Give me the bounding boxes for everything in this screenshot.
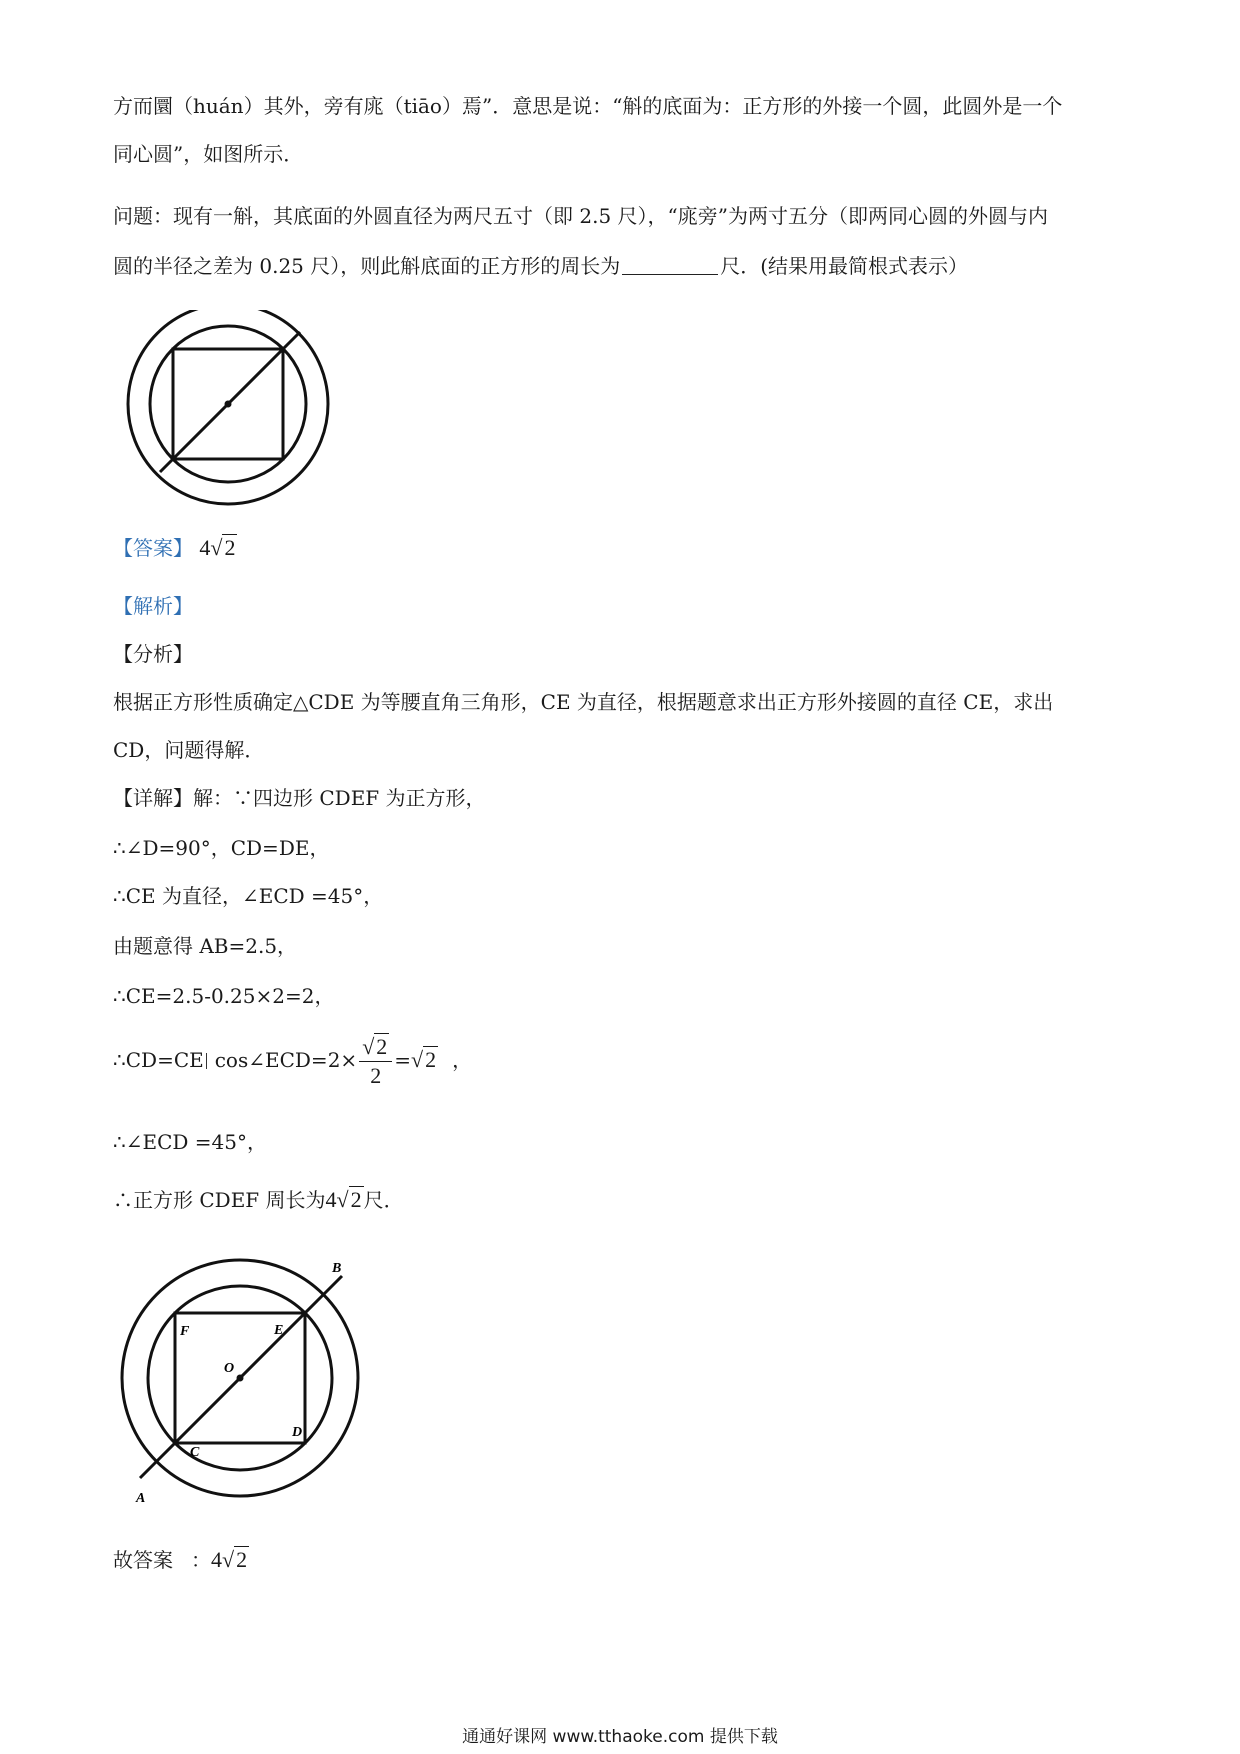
- problem-line-4-end: 尺．(结果用最简根式表示）: [720, 254, 969, 278]
- final-coef: 4: [211, 1547, 222, 1572]
- figure-1: [120, 310, 340, 530]
- label-C: C: [190, 1445, 200, 1460]
- sqrt-symbol: √2: [222, 1547, 248, 1572]
- step5-fraction: [359, 1033, 392, 1090]
- detail-step-4: ∴CE=2.5-0.25×2=2，: [113, 984, 335, 1008]
- label-E: E: [274, 1323, 284, 1338]
- figure-2: [110, 1250, 370, 1510]
- step7-value: [326, 1187, 364, 1212]
- problem-line-4-text: 圆的半径之差为 0.25 尺），则此斛底面的正方形的周长为: [113, 254, 621, 278]
- problem-line-3: 问题：现有一斛，其底面的外圆直径为两尺五寸（即 2.5 尺），“庣旁”为两寸五分（即两同心圆的外圆与内: [113, 204, 1048, 228]
- detail-step-2: ∴CE 为直径，∠ECD =45°，: [113, 884, 384, 908]
- answer-coef: 4: [199, 535, 211, 560]
- analysis-text-1: 根据正方形性质确定△CDE 为等腰直角三角形，CE 为直径，根据题意求出正方形外接圆的直径 CE，求出: [113, 690, 1054, 714]
- step7-coef: 4: [325, 1187, 337, 1212]
- step5-fraction-denominator: 2: [370, 1063, 382, 1088]
- answer-blank: [622, 254, 718, 275]
- problem-line-1: 方而圜（huán）其外，旁有庣（tiāo）焉”．意思是说：“斛的底面为：正方形的外接一个圆，此圆外是一个: [113, 94, 1063, 118]
- final-label: 故答案: [113, 1548, 173, 1572]
- footer: 通通好课网 www.tthaoke.com 提供下载: [462, 1727, 778, 1747]
- final-colon: ：: [191, 1548, 211, 1572]
- step5-end: ，: [452, 1048, 473, 1072]
- detail-intro-text: 解：∵四边形 CDEF 为正方形，: [193, 786, 486, 810]
- center-dot: [237, 1375, 244, 1382]
- label-B: B: [332, 1261, 342, 1276]
- step5-prefix: ∴CD=CE: [113, 1048, 204, 1072]
- step7-radicand: 2: [350, 1187, 362, 1212]
- step5-num-radicand: 2: [376, 1034, 388, 1059]
- sqrt-symbol: √2: [210, 535, 236, 560]
- problem-line-2: 同心圆”，如图所示．: [113, 142, 304, 166]
- detail-step-1: ∴∠D=90°，CD=DE，: [113, 836, 330, 860]
- final-answer-line: [113, 1546, 249, 1574]
- step5-result: √2: [411, 1047, 437, 1072]
- label-A: A: [136, 1491, 146, 1506]
- final-value: [211, 1547, 249, 1572]
- label-D: D: [292, 1425, 303, 1440]
- analysis-text-2: CD，问题得解．: [113, 738, 265, 762]
- problem-line-4: [113, 252, 968, 280]
- answer-value: [199, 535, 237, 560]
- sqrt-symbol: √2: [362, 1034, 388, 1059]
- step5-dot: [206, 1053, 215, 1069]
- answer-line: [113, 534, 237, 562]
- label-F: F: [180, 1324, 190, 1339]
- step5-eq: =: [394, 1048, 412, 1072]
- final-radicand: 2: [236, 1547, 248, 1572]
- answer-radicand: 2: [224, 535, 236, 560]
- step5-cos: cos∠ECD=2×: [214, 1048, 358, 1072]
- center-dot: [225, 401, 232, 408]
- detail-step-3: 由题意得 AB=2.5，: [113, 934, 298, 958]
- step5-fraction-numerator: [359, 1033, 392, 1062]
- detail-step-7: [113, 1186, 404, 1214]
- detail-step-5: [113, 1032, 472, 1090]
- analysis-label: 【解析】: [113, 594, 193, 618]
- detail-step-6: ∴∠ECD =45°，: [113, 1130, 267, 1154]
- step5-radicand: 2: [425, 1047, 437, 1072]
- step7-prefix: ∴正方形 CDEF 周长为: [113, 1188, 326, 1212]
- sqrt-symbol: √2: [336, 1187, 362, 1212]
- label-O: O: [224, 1361, 235, 1376]
- detail-intro: [113, 784, 486, 812]
- step7-suffix: 尺．: [363, 1188, 404, 1212]
- analysis-sub-label: 【分析】: [113, 642, 193, 666]
- answer-label: 【答案】: [113, 536, 193, 560]
- detail-label: 【详解】: [113, 786, 193, 810]
